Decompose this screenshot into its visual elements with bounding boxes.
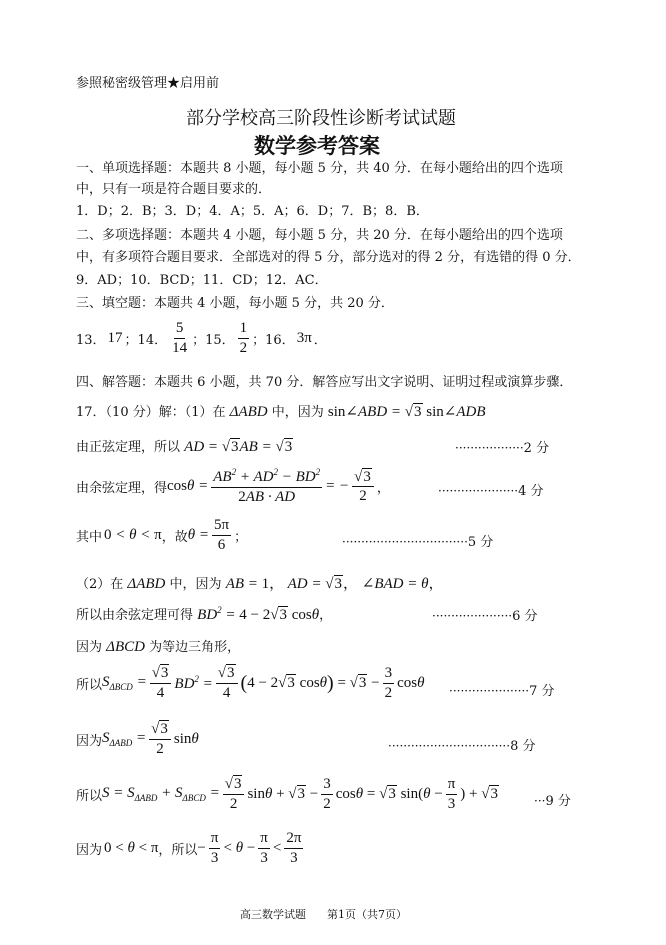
score-9: ···9 分 — [534, 794, 571, 809]
section1-heading-line1: 一、单项选择题：本题共 8 小题，每小题 5 分，共 40 分．在每小题给出的四个选项 — [76, 161, 563, 176]
equilateral-line — [76, 636, 240, 656]
q14-label: ；14． — [124, 332, 168, 348]
part2-mid-text: 中，因为 — [169, 577, 222, 592]
q16-answer: 3π — [296, 329, 312, 346]
q14-fraction — [170, 320, 189, 356]
because-text-3: 因为 — [76, 842, 103, 858]
part2-given-line — [76, 572, 444, 593]
footer-page: 第1页（共7页） — [327, 908, 407, 921]
area-bcd-line: 所以 $S_{\Delta BCD}$ = $\frac{√3}{4}$ $BD^2$ = $\frac{√3}{4}$ ( 4 − 2√3 cosθ ) = √3 − $\frac{3}{2}$ cosθ — [76, 665, 425, 701]
score-7-label: 7 分 — [529, 684, 555, 699]
q13-label: 13． — [76, 332, 106, 348]
so-text-1: 所以 — [76, 677, 103, 693]
neg-sqrt3-over-2: $\frac{√3}{2}$ — [352, 469, 374, 505]
bd-squared-formula: $BD^2 = 4 - 2√3$ cosθ — [197, 605, 320, 623]
section2-heading-line2: 中，有多项符合题目要求．全部选对的得 5 分，部分选对的得 2 分，有选错的得 0 分． — [76, 250, 581, 265]
score-4-label: 4 分 — [518, 484, 544, 499]
score-4: ·····················4 分 — [438, 484, 544, 499]
section2-heading-line1: 二、多项选择题：本题共 4 小题，每小题 5 分，共 20 分．在每小题给出的四个选项 — [76, 228, 563, 243]
score-6-label: 6 分 — [512, 609, 538, 624]
area-abd-line: 因为 $S_{\Delta ABD}$ = $\frac{√3}{2}$ sinθ — [76, 721, 199, 757]
theta-range-line: 其中 0 < θ < π ，故 θ = $\frac{5\pi}{6}$ ； — [76, 517, 248, 553]
law-of-cosines-text: 由余弦定理，得 — [76, 481, 168, 496]
sine-relation-formula: sin∠ABD = √3 sin∠ADB — [327, 404, 486, 420]
section1-answers: 1．D；2．B；3．D；4．A；5．A；6．D；7．B；8．B． — [76, 204, 429, 219]
q15-label: ；15． — [192, 332, 235, 348]
so-text-3: ，所以 — [158, 842, 198, 858]
so-text-2: 所以 — [76, 788, 103, 804]
q17-intro-line — [76, 401, 486, 421]
part2-intro-text: （2）在 — [76, 577, 124, 592]
because-text-2: 因为 — [76, 733, 103, 749]
footer-course: 高三数学试题 — [240, 908, 306, 921]
therefore-text: ，故 — [161, 529, 188, 545]
fill-in-answers — [76, 320, 327, 356]
footer — [240, 906, 407, 922]
exam-title: 部分学校高三阶段性诊断考试试题 — [186, 108, 456, 129]
angle-range-line: 因为 0 < θ < π ，所以 − $\frac{\pi}{3}$ < θ − $\frac{\pi}{3}$ < $\frac{2\pi}{3}$ — [76, 830, 302, 866]
score-2: ··················2 分 — [455, 441, 550, 456]
section2-answers: 9．AD；10．BCD；11．CD；12．AC． — [76, 273, 328, 288]
total-area-line: 所以 $S = S_{\Delta ABD} + S_{\Delta BCD}$ = $\frac{√3}{2}$ sinθ + √3 − $\frac{3}{2}$ cosθ = √3 sin(θ − $\frac{\pi}{3}$ ) + √3 — [76, 776, 498, 812]
by-cosines-text: 所以由余弦定理可得 — [76, 608, 194, 623]
triangle-bcd-symbol: ΔBCD — [106, 639, 145, 655]
score-9-label: 9 分 — [545, 794, 571, 809]
score-8-label: 8 分 — [510, 739, 536, 754]
equilateral-text: 为等边三角形， — [149, 640, 241, 655]
q15-numerator: 1 — [238, 320, 250, 339]
q17-intro-mid: 中，因为 — [271, 405, 324, 420]
ad-formula: AD = √3AB = √3 — [184, 439, 293, 455]
classification-label: 参照秘密级管理★启用前 — [76, 76, 220, 91]
score-5: ·································5 分 — [342, 535, 494, 550]
law-of-sines-line — [76, 436, 293, 456]
cosine-fraction: $\frac{AB^2 + AD^2 - BD^2}{2AB \cdot AD}$ — [213, 467, 321, 505]
q15-fraction — [238, 320, 250, 356]
score-6: ·····················6 分 — [432, 609, 538, 624]
q16-label: ；16． — [252, 332, 295, 348]
because-text: 因为 — [76, 640, 103, 655]
cos-theta-symbol: cosθ = — [167, 478, 209, 494]
score-2-label: 2 分 — [523, 441, 550, 456]
law-of-sines-text: 由正弦定理，所以 — [76, 440, 181, 455]
triangle-abd-symbol-2: ΔABD — [127, 576, 166, 592]
law-of-cosines-line: 由余弦定理，得 cosθ = $\frac{AB^2 + AD^2 - BD^2}{2AB \cdot AD}$ = − $\frac{√3}{2}$ ， — [76, 467, 390, 505]
given-values-formula: AB = 1， AD = √3， ∠BAD = θ， — [225, 576, 444, 592]
q13-answer: 17 — [107, 329, 123, 346]
score-5-label: 5 分 — [467, 535, 494, 550]
section4-heading: 四、解答题：本题共 6 小题，共 70 分．解答应写出文字说明、证明过程或演算步骤． — [76, 375, 573, 390]
q15-denominator: 2 — [239, 339, 248, 356]
triangle-abd-symbol: ΔABD — [229, 404, 268, 420]
where-text: 其中 — [76, 529, 103, 545]
answer-key-title: 数学参考答案 — [254, 134, 380, 158]
q17-intro-text: 17．（10 分）解：（1）在 — [76, 405, 226, 420]
score-7: ·····················7 分 — [449, 684, 555, 699]
score-8: ································8 分 — [388, 739, 536, 754]
theta-range-formula: 0 < θ < π — [104, 526, 162, 543]
five-pi-over-6: $\frac{5\pi}{6}$ — [213, 517, 230, 553]
q14-denominator: 14 — [172, 339, 188, 356]
q14-numerator: 5 — [174, 320, 186, 339]
bd-squared-line: 所以由余弦定理可得 $BD^2 = 4 - 2√3$ cosθ， — [76, 605, 333, 623]
section3-end: ． — [313, 332, 327, 348]
section3-heading: 三、填空题：本题共 4 小题，每小题 5 分，共 20 分． — [76, 296, 394, 311]
section1-heading-line2: 中，只有一项是符合题目要求的． — [76, 182, 272, 197]
